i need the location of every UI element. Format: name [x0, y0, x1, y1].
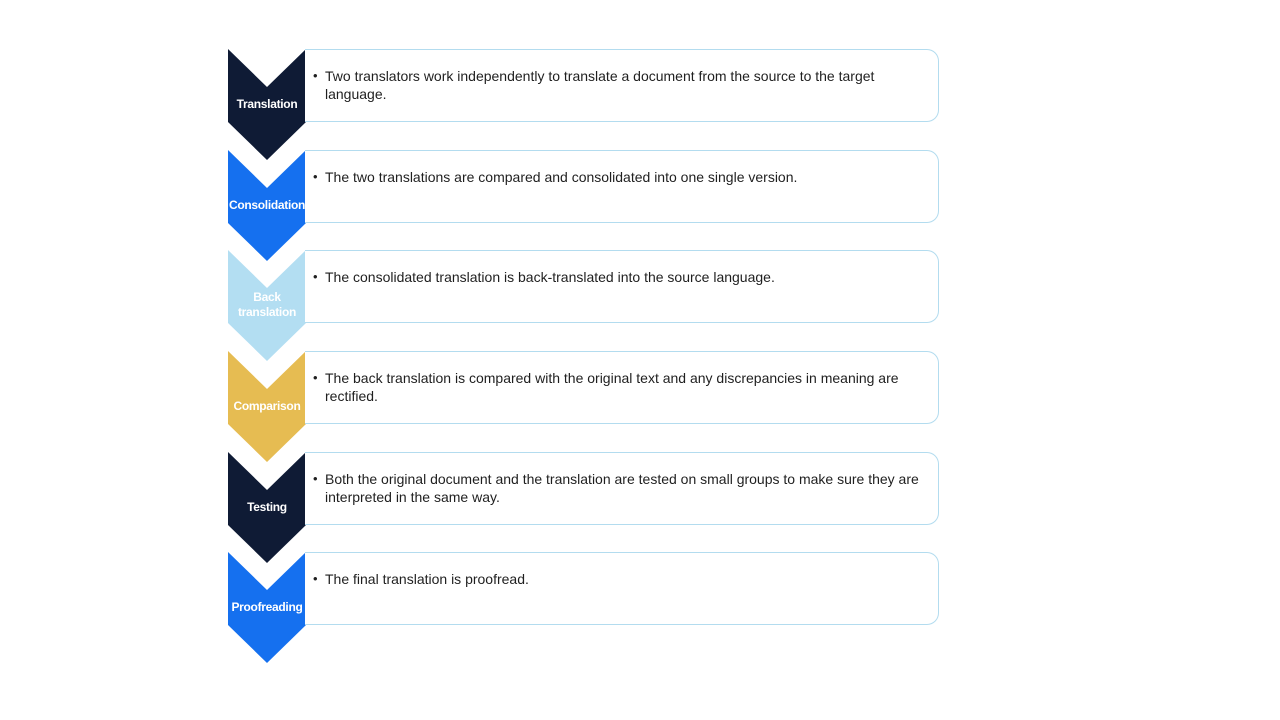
step-proofreading [228, 552, 939, 664]
step-label: Proofreading [231, 599, 303, 614]
step-testing [228, 452, 939, 564]
step-label: Testing [247, 499, 287, 514]
chevron-testing [228, 452, 306, 564]
bullet: • [313, 370, 318, 385]
step-description [313, 268, 928, 286]
step-label: Translation [236, 96, 298, 111]
chevron-comparison [228, 351, 306, 463]
step-description-box [305, 150, 939, 223]
step-label: Comparison [233, 398, 301, 413]
step-description-box [305, 552, 939, 625]
step-description-box [305, 49, 939, 122]
step-translation [228, 49, 939, 161]
step-description-text: The final translation is proofread. [325, 571, 529, 587]
step-description [313, 570, 928, 588]
step-description-text: The two translations are compared and consolidated into one single version. [325, 169, 798, 185]
bullet: • [313, 471, 318, 486]
chevron-consolidation [228, 150, 306, 262]
step-consolidation [228, 150, 939, 262]
step-description [313, 470, 928, 506]
chevron-translation [228, 49, 306, 161]
step-description-box [305, 351, 939, 424]
step-label: Consolidation [228, 197, 306, 212]
bullet: • [313, 169, 318, 184]
step-description-box [305, 250, 939, 323]
step-description-text: The back translation is compared with the original text and any discrepancies in meaning are rectified. [325, 370, 899, 404]
bullet: • [313, 269, 318, 284]
step-description [313, 369, 928, 405]
step-description [313, 168, 928, 186]
bullet: • [313, 571, 318, 586]
bullet: • [313, 68, 318, 83]
step-description-text: The consolidated translation is back-translated into the source language. [325, 269, 775, 285]
chevron-proofreading [228, 552, 306, 664]
step-back-translation [228, 250, 939, 362]
step-description-text: Two translators work independently to translate a document from the source to the target language. [325, 68, 875, 102]
step-description [313, 67, 928, 103]
step-label: Back translation [237, 290, 297, 319]
step-description-text: Both the original document and the translation are tested on small groups to make sure they are interpreted in the same way. [325, 471, 919, 505]
step-comparison [228, 351, 939, 463]
chevron-back-translation [228, 250, 306, 362]
step-description-box [305, 452, 939, 525]
